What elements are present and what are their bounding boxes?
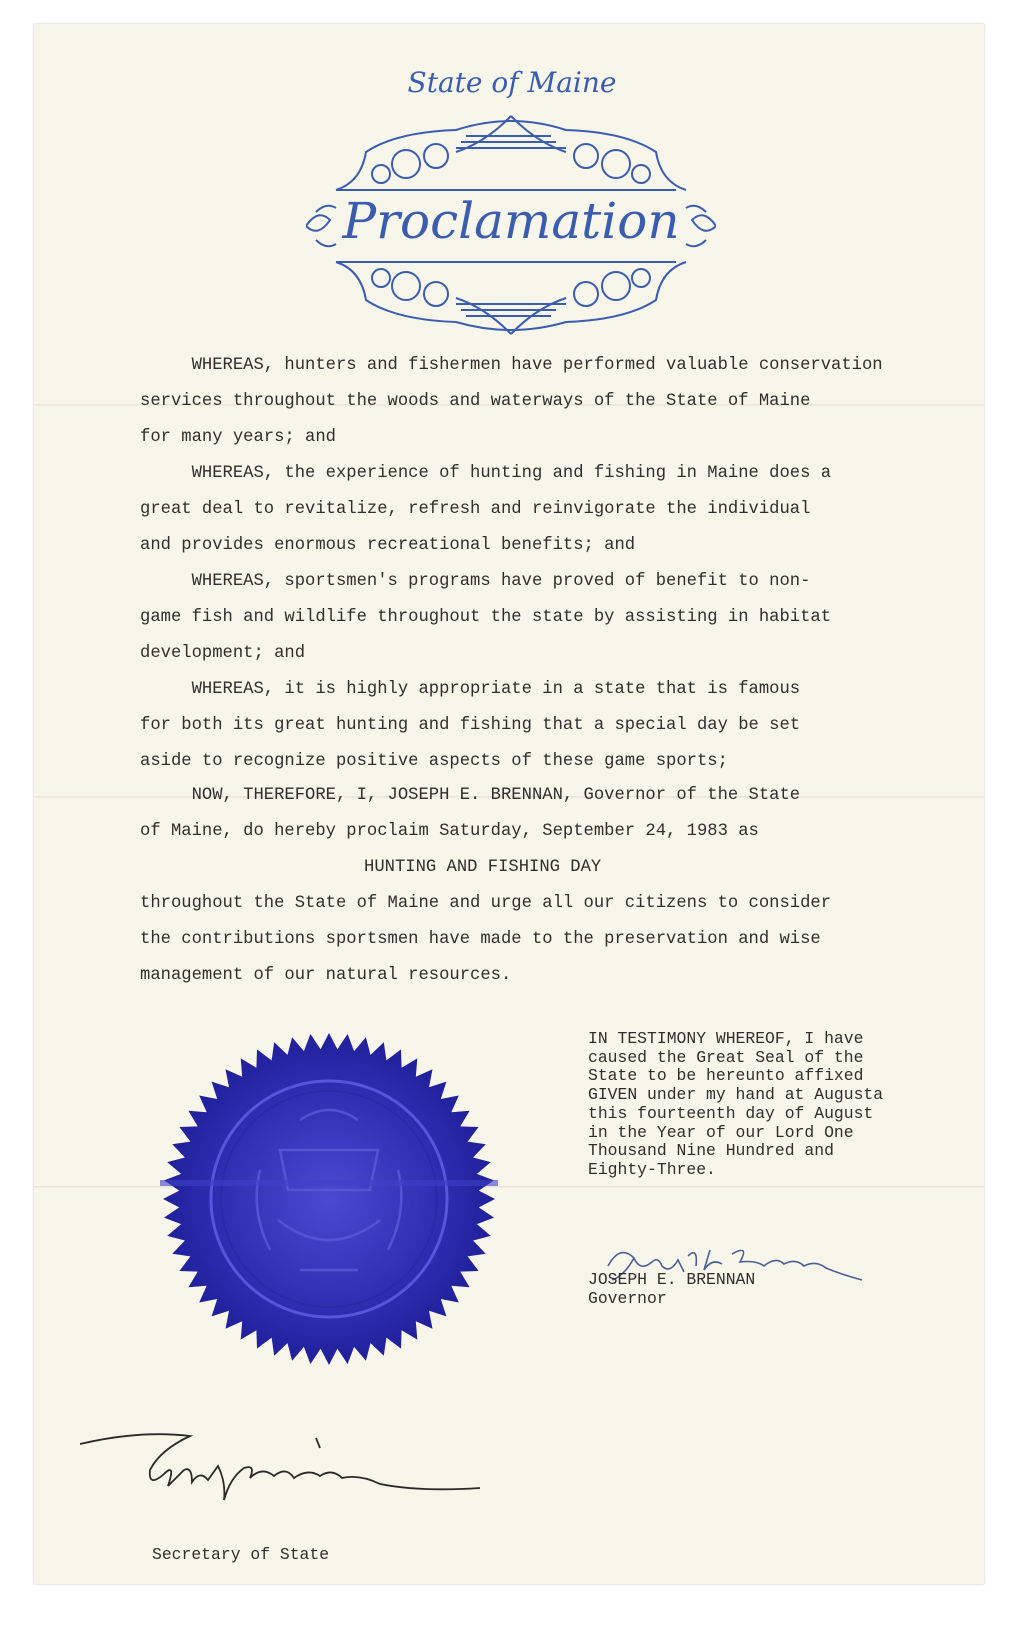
crest-scrollwork-icon — [306, 112, 716, 338]
body-line: for both its great hunting and fishing that a special day be set — [140, 716, 801, 735]
secretary-label: Secretary of State — [152, 1545, 330, 1564]
body-line: great deal to revitalize, refresh and reinvigorate the individual — [140, 500, 811, 519]
state-heading: State of Maine — [407, 66, 617, 99]
secretary-signature-icon — [80, 1430, 500, 1520]
body-line: services throughout the woods and waterways of the State of Maine — [140, 392, 811, 411]
governor-block — [588, 1270, 755, 1308]
body-line: and provides enormous recreational benefits; and — [140, 536, 636, 555]
crest-title: Proclamation — [342, 192, 680, 250]
seal-icon — [160, 1030, 498, 1368]
proclamation-crest — [306, 112, 716, 338]
body-line: for many years; and — [140, 428, 336, 447]
testimony-clause: IN TESTIMONY WHEREOF, I have caused the Great Seal of the State to be hereunto affixed GIVEN under my hand at Augusta this fourteenth day of August in the Year of our Lord One Thousand Nine Hundred and Eighty-Three. — [588, 1029, 884, 1179]
body-line: aside to recognize positive aspects of these game sports; — [140, 752, 728, 771]
body-line: throughout the State of Maine and urge all our citizens to consider — [140, 894, 832, 913]
body-line: game fish and wildlife throughout the state by assisting in habitat — [140, 608, 832, 627]
body-line: WHEREAS, it is highly appropriate in a state that is famous — [140, 680, 801, 699]
governor-title: Governor — [588, 1289, 667, 1308]
body-line: NOW, THEREFORE, I, JOSEPH E. BRENNAN, Governor of the State — [140, 786, 801, 805]
body-line: the contributions sportsmen have made to the preservation and wise — [140, 930, 821, 949]
body-line: WHEREAS, the experience of hunting and fishing in Maine does a — [140, 464, 832, 483]
body-line: development; and — [140, 644, 306, 663]
body-line: management of our natural resources. — [140, 966, 512, 985]
body-line: of Maine, do hereby proclaim Saturday, September 24, 1983 as — [140, 822, 759, 841]
day-title: HUNTING AND FISHING DAY — [364, 858, 602, 877]
governor-name: JOSEPH E. BRENNAN — [588, 1270, 756, 1289]
secretary-signature — [80, 1430, 500, 1520]
body-line: WHEREAS, sportsmen's programs have proved of benefit to non- — [140, 572, 811, 591]
great-seal — [160, 1030, 498, 1368]
body-line: WHEREAS, hunters and fishermen have performed valuable conservation — [140, 356, 883, 375]
